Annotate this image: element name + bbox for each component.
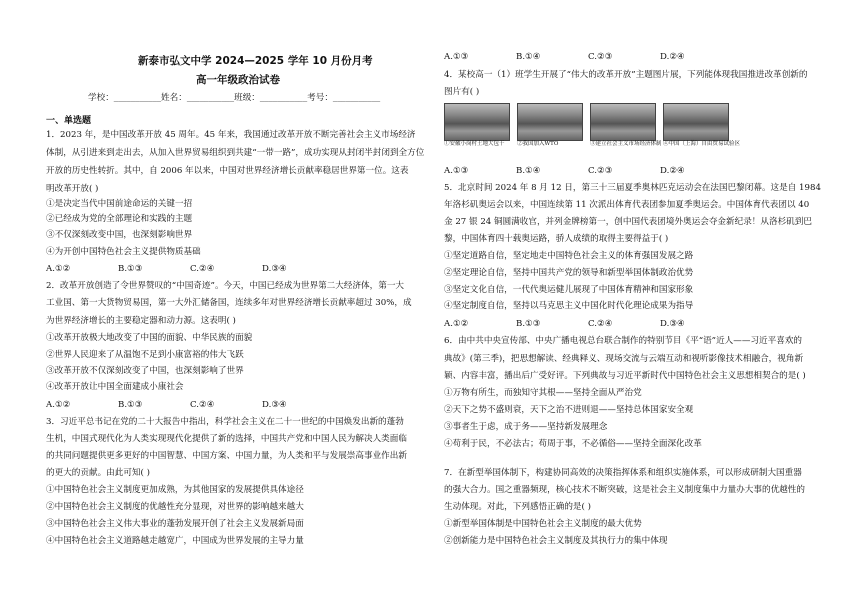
q3-option-d[interactable]: D.②④ — [660, 52, 685, 62]
q2-option-d[interactable]: D.③④ — [262, 400, 287, 410]
q4-photo-4 — [663, 103, 741, 149]
q7-item: ①新型举国体制是中国特色社会主义制度的最大优势 — [444, 519, 642, 529]
q5-item: ②坚定理论自信，坚持中国共产党的领导和新型举国体制政治优势 — [444, 268, 694, 278]
q3-options — [444, 53, 744, 62]
q2-option-b[interactable]: B.①③ — [118, 400, 143, 410]
q2-text-line: 2．改革开放创造了令世界赞叹的“中国奇迹”。今天，中国已经成为世界第二大经济体，第一大 — [46, 281, 405, 291]
q5-item: ①坚定道路自信，坚定地走中国特色社会主义的体育强国发展之路 — [444, 251, 694, 261]
q7-item: ②创新能力是中国特色社会主义制度及其执行力的集中体现 — [444, 536, 668, 546]
section-heading: 一、单选题 — [46, 116, 92, 126]
q3-item: ②中国特色社会主义制度的优越性充分显现，对世界的影响越来越大 — [46, 502, 304, 512]
q2-item: ②世界人民迎来了从温饱不足到小康富裕的伟大飞跃 — [46, 350, 244, 360]
q5-item: ③坚定文化自信，一代代奥运健儿展现了中国体育精神和国家形象 — [444, 285, 694, 295]
q2-item: ④改革开放让中国全面建成小康社会 — [46, 382, 184, 392]
q4-option-c[interactable]: C.②③ — [588, 166, 613, 176]
q1-option-b[interactable]: B.①③ — [118, 264, 143, 274]
q5-option-b[interactable]: B.①③ — [516, 319, 541, 329]
student-info-line: 学校：___________姓名：___________班级：___________考号：___________ — [88, 93, 381, 103]
q6-item: ③事者生于虑，成于务——坚持新发展理念 — [444, 422, 608, 432]
q5-text-line: 年洛杉矶奥运会以来，中国连续第 11 次派出体育代表团参加夏季奥运会。中国体育代表团以 40 — [444, 200, 810, 210]
q1-option-d[interactable]: D.③④ — [262, 264, 287, 274]
q2-options — [46, 401, 346, 410]
q3-text-line: 的更大的贡献。由此可知( ) — [46, 468, 150, 478]
q3-option-a[interactable]: A.①③ — [444, 52, 469, 62]
q6-text-line: 6．由中共中央宣传部、中央广播电视总台联合制作的特别节目《平“语”近人——习近平喜欢的 — [444, 336, 803, 346]
q4-option-d[interactable]: D.②④ — [660, 166, 685, 176]
q5-item: ④坚定制度自信，坚持以马克思主义中国化时代化理论成果为指导 — [444, 301, 694, 311]
q3-text-line: 生机，中国式现代化为人类实现现代化提供了新的选择，中国共产党和中国人民为解决人类面临 — [46, 434, 407, 444]
q4-text-line: 4．某校高一（1）班学生开展了“伟大的改革开放”主题图片展，下列能体现我国推进改革创新的 — [444, 70, 808, 80]
q1-text-line: 开放的历史性转折。其中，自 2006 年以来，中国对世界经济增长贡献率稳居世界第一位。这表 — [46, 166, 409, 176]
q2-text-line: 为世界经济增长的主要稳定器和动力源。这表明( ) — [46, 316, 236, 326]
photo-caption: ①安徽小岗村土地大包干 — [444, 141, 505, 147]
photo-caption: ④中国（上海）自由贸易试验区 — [663, 141, 741, 147]
q5-option-c[interactable]: C.②④ — [588, 319, 613, 329]
q4-option-b[interactable]: B.①④ — [516, 166, 541, 176]
photo-caption: ③建立社会主义市场经济体制 — [590, 141, 662, 147]
q3-item: ④中国特色社会主义道路越走越宽广，中国成为世界发展的主导力量 — [46, 536, 304, 546]
exam-subtitle: 高一年级政治试卷 — [196, 74, 280, 86]
q5-option-a[interactable]: A.①② — [444, 319, 469, 329]
photo-image — [663, 103, 729, 141]
photo-image — [517, 103, 583, 141]
q3-text-line: 3．习近平总书记在党的二十大报告中指出，科学社会主义在二十一世纪的中国焕发出新的蓬勃 — [46, 417, 404, 427]
q1-text-line: 体制，从引进来到走出去，从加入世界贸易组织到共建“一带一路”，成功实现从封闭半封闭到全方位 — [46, 148, 425, 158]
q3-item: ①中国特色社会主义制度更加成熟，为其他国家的发展提供具体途径 — [46, 485, 304, 495]
q2-option-c[interactable]: C.②④ — [190, 400, 215, 410]
q5-option-d[interactable]: D.③④ — [660, 319, 685, 329]
q1-options — [46, 265, 346, 274]
q2-item: ③改革开放不仅深刻改变了中国，也深刻影响了世界 — [46, 366, 244, 376]
q5-text-line: 黎，中国体育四十载奥运路，骄人成绩的取得主要得益于( ) — [444, 234, 669, 244]
q6-text-line: 颖、内容丰富，播出后广受好评。下列典故与习近平新时代中国特色社会主义思想相契合的是( ) — [444, 371, 806, 381]
q1-item: ②已经成为党的全部理论和实践的主题 — [46, 214, 193, 224]
q1-text-line: 明改革开放( ) — [46, 184, 99, 194]
q1-option-c[interactable]: C.②④ — [190, 264, 215, 274]
photo-image — [590, 103, 656, 141]
q6-item: ④苟利于民，不必法古；苟周于事，不必循俗——坚持全面深化改革 — [444, 439, 702, 449]
q7-text-line: 7．在新型举国体制下，构建协同高效的决策指挥体系和组织实施体系，可以形成研制大国重器 — [444, 468, 802, 478]
q1-item: ④为开创中国特色社会主义提供物质基础 — [46, 247, 201, 257]
q1-item: ③不仅深刻改变中国，也深刻影响世界 — [46, 230, 193, 240]
q2-option-a[interactable]: A.①② — [46, 400, 71, 410]
q6-item: ②天下之势不盛则衰，天下之治不进则退——坚持总体国家安全观 — [444, 405, 694, 415]
q3-item: ③中国特色社会主义伟大事业的蓬勃发展开创了社会主义发展新局面 — [46, 519, 304, 529]
q4-photo-1 — [444, 103, 510, 149]
photo-image — [444, 103, 510, 141]
photo-caption: ②我国加入WTO — [517, 141, 559, 147]
q4-options — [444, 167, 744, 176]
q3-option-b[interactable]: B.①④ — [516, 52, 541, 62]
exam-title: 新泰市弘文中学 2024—2025 学年 10 月份月考 — [138, 55, 373, 67]
q4-option-a[interactable]: A.①③ — [444, 166, 469, 176]
q5-text-line: 金 27 银 24 铜圆满收官，并列金牌榜第一，创中国代表团境外奥运会夺金新纪录！从洛杉矶到巴 — [444, 217, 812, 227]
q4-text-line: 图片有( ) — [444, 87, 480, 97]
q7-text-line: 生动体现。对此，下列感悟正确的是( ) — [444, 502, 591, 512]
q4-photo-2 — [517, 103, 583, 149]
q6-item: ①万物有所生，而独知守其根——坚持全面从严治党 — [444, 388, 642, 398]
q7-text-line: 的强大合力。国之重器频现，核心技术不断突破，这是社会主义制度集中力量办大事的优越性的 — [444, 485, 805, 495]
q4-photo-3 — [590, 103, 662, 149]
q6-text-line: 典故》(第三季)，把思想解读、经典释义、现场交流与云端互动和视听影像技术相融合，视角新 — [444, 354, 804, 364]
q2-item: ①改革开放极大地改变了中国的面貌、中华民族的面貌 — [46, 333, 253, 343]
q1-text-line: 1．2023 年，是中国改革开放 45 周年。45 年来，我国通过改革开放不断完善社会主义市场经济 — [46, 130, 416, 140]
q3-option-c[interactable]: C.②③ — [588, 52, 613, 62]
q4-photo-strip — [444, 103, 741, 149]
q3-text-line: 的共同问题提供更多更好的中国智慧、中国方案、中国力量，为人类和平与发展崇高事业作出新 — [46, 451, 407, 461]
q1-option-a[interactable]: A.①② — [46, 264, 71, 274]
q5-options — [444, 320, 744, 329]
q1-item: ①是决定当代中国前途命运的关键一招 — [46, 199, 193, 209]
q5-text-line: 5．北京时间 2024 年 8 月 12 日，第三十三届夏季奥林匹克运动会在法国巴黎闭幕。这是自 1984 — [444, 183, 821, 193]
q2-text-line: 工业国、第一大货物贸易国，第一大外汇储备国，连续多年对世界经济增长贡献率超过 30%，成 — [46, 298, 412, 308]
